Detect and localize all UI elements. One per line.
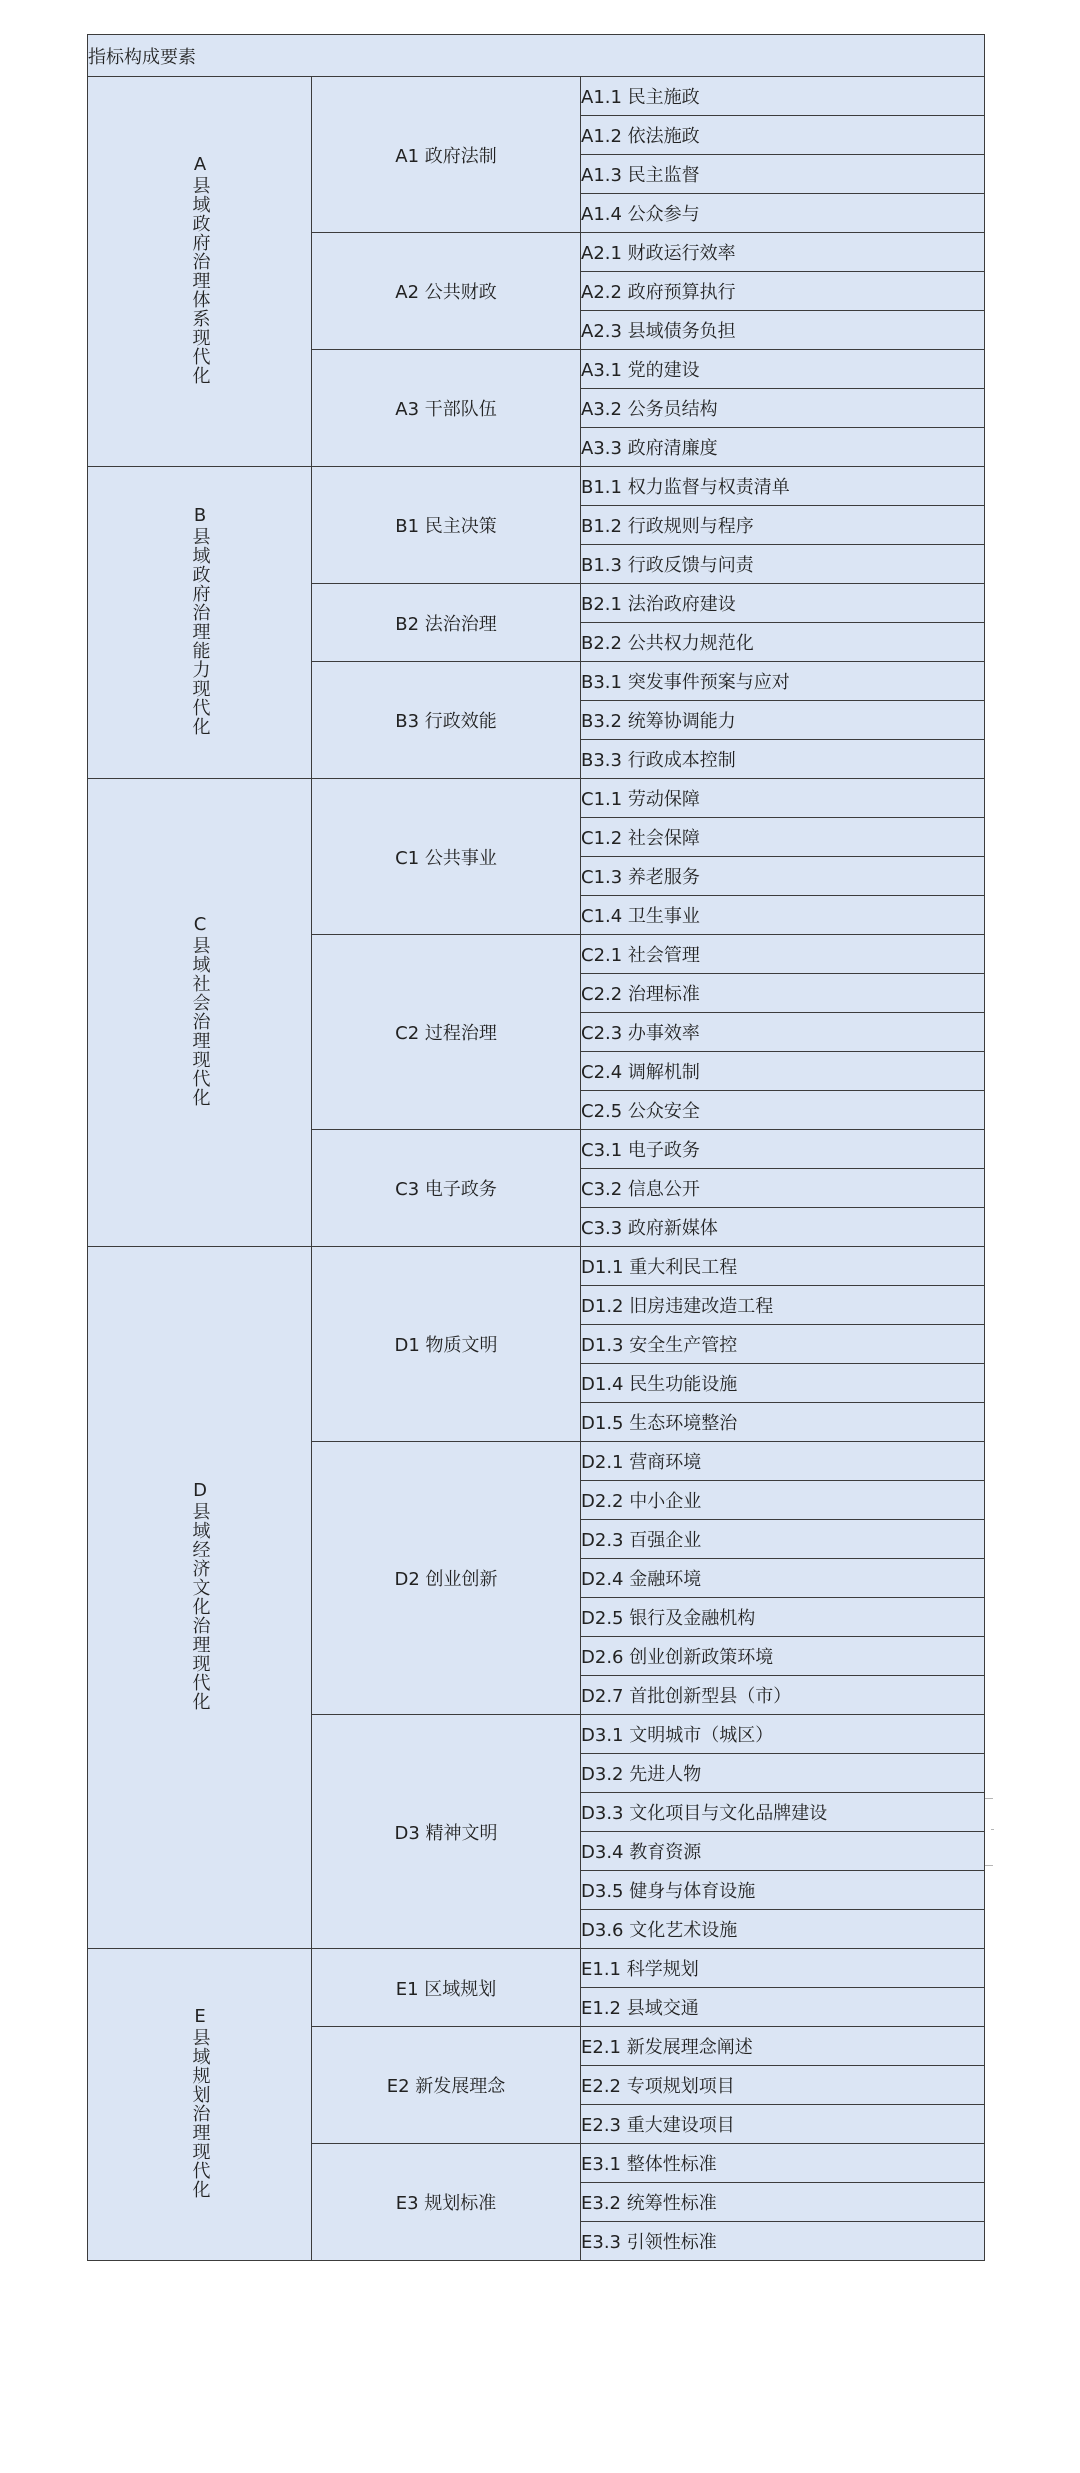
indicator-cell: E2.3 重大建设项目 [581, 2105, 985, 2144]
indicator-cell: A2.1 财政运行效率 [581, 233, 985, 272]
category-label: C县域社会治理现代化 [189, 913, 211, 1107]
table-row [88, 77, 985, 116]
indicator-cell: E2.2 专项规划项目 [581, 2066, 985, 2105]
subcategory-cell: C2 过程治理 [312, 935, 581, 1130]
indicator-cell: D3.6 文化艺术设施 [581, 1910, 985, 1949]
subcategory-cell: D3 精神文明 [312, 1715, 581, 1949]
indicator-cell: E1.2 县域交通 [581, 1988, 985, 2027]
indicator-cell: B1.2 行政规则与程序 [581, 506, 985, 545]
subcategory-cell: E2 新发展理念 [312, 2027, 581, 2144]
category-cell [88, 77, 312, 467]
indicator-cell: C3.2 信息公开 [581, 1169, 985, 1208]
indicator-cell: D2.7 首批创新型县（市） [581, 1676, 985, 1715]
indicator-cell: D1.2 旧房违建改造工程 [581, 1286, 985, 1325]
category-label: D县域经济文化治理现代化 [189, 1479, 211, 1711]
indicator-cell: C2.2 治理标准 [581, 974, 985, 1013]
indicator-cell: B1.3 行政反馈与问责 [581, 545, 985, 584]
indicator-cell: E3.3 引领性标准 [581, 2222, 985, 2261]
subcategory-cell: A1 政府法制 [312, 77, 581, 233]
indicator-cell: A3.3 政府清廉度 [581, 428, 985, 467]
category-cell [88, 1247, 312, 1949]
table-header: 指标构成要素 [88, 35, 985, 77]
table-row [88, 1949, 985, 1988]
indicator-cell: C1.3 养老服务 [581, 857, 985, 896]
category-label: E县域规划治理现代化 [189, 2005, 211, 2199]
category-cell [88, 467, 312, 779]
indicator-cell: D2.5 银行及金融机构 [581, 1598, 985, 1637]
indicator-table-body [88, 35, 985, 2261]
indicator-cell: B3.2 统筹协调能力 [581, 701, 985, 740]
indicator-cell: D1.3 安全生产管控 [581, 1325, 985, 1364]
indicator-cell: C1.4 卫生事业 [581, 896, 985, 935]
indicator-cell: C2.5 公众安全 [581, 1091, 985, 1130]
indicator-cell: D2.2 中小企业 [581, 1481, 985, 1520]
subcategory-cell: D2 创业创新 [312, 1442, 581, 1715]
subcategory-cell: B1 民主决策 [312, 467, 581, 584]
margin-bracket-mark [985, 1798, 993, 1866]
indicator-cell: E1.1 科学规划 [581, 1949, 985, 1988]
indicator-cell: D3.2 先进人物 [581, 1754, 985, 1793]
indicator-cell: D1.1 重大利民工程 [581, 1247, 985, 1286]
table-row [88, 1247, 985, 1286]
indicator-cell: B3.3 行政成本控制 [581, 740, 985, 779]
subcategory-cell: E3 规划标准 [312, 2144, 581, 2261]
indicator-cell: C3.3 政府新媒体 [581, 1208, 985, 1247]
indicator-cell: C2.4 调解机制 [581, 1052, 985, 1091]
subcategory-cell: C1 公共事业 [312, 779, 581, 935]
table-row [88, 467, 985, 506]
indicator-cell: D2.6 创业创新政策环境 [581, 1637, 985, 1676]
header-row [88, 35, 985, 77]
category-cell [88, 779, 312, 1247]
indicator-cell: B2.2 公共权力规范化 [581, 623, 985, 662]
indicator-cell: E3.2 统筹性标准 [581, 2183, 985, 2222]
indicator-cell: B2.1 法治政府建设 [581, 584, 985, 623]
indicator-cell: B1.1 权力监督与权责清单 [581, 467, 985, 506]
indicator-cell: D3.3 文化项目与文化品牌建设 [581, 1793, 985, 1832]
indicator-cell: C2.1 社会管理 [581, 935, 985, 974]
indicator-cell: C2.3 办事效率 [581, 1013, 985, 1052]
indicator-cell: D2.3 百强企业 [581, 1520, 985, 1559]
indicator-cell: D3.4 教育资源 [581, 1832, 985, 1871]
indicator-cell: A1.1 民主施政 [581, 77, 985, 116]
indicator-table [87, 34, 985, 2261]
indicator-cell: B3.1 突发事件预案与应对 [581, 662, 985, 701]
subcategory-cell: B3 行政效能 [312, 662, 581, 779]
indicator-cell: D3.5 健身与体育设施 [581, 1871, 985, 1910]
indicator-cell: A2.2 政府预算执行 [581, 272, 985, 311]
subcategory-cell: D1 物质文明 [312, 1247, 581, 1442]
indicator-cell: A1.4 公众参与 [581, 194, 985, 233]
indicator-cell: C1.2 社会保障 [581, 818, 985, 857]
indicator-cell: E2.1 新发展理念阐述 [581, 2027, 985, 2066]
indicator-cell: D2.4 金融环境 [581, 1559, 985, 1598]
subcategory-cell: A2 公共财政 [312, 233, 581, 350]
indicator-cell: A3.2 公务员结构 [581, 389, 985, 428]
indicator-cell: D2.1 营商环境 [581, 1442, 985, 1481]
subcategory-cell: A3 干部队伍 [312, 350, 581, 467]
subcategory-cell: C3 电子政务 [312, 1130, 581, 1247]
indicator-cell: D3.1 文明城市（城区） [581, 1715, 985, 1754]
indicator-cell: A1.2 依法施政 [581, 116, 985, 155]
indicator-cell: C3.1 电子政务 [581, 1130, 985, 1169]
indicator-cell: E3.1 整体性标准 [581, 2144, 985, 2183]
category-label: A县域政府治理体系现代化 [189, 153, 211, 385]
subcategory-cell: E1 区域规划 [312, 1949, 581, 2027]
category-cell [88, 1949, 312, 2261]
indicator-cell: A1.3 民主监督 [581, 155, 985, 194]
indicator-cell: D1.4 民生功能设施 [581, 1364, 985, 1403]
table-row [88, 779, 985, 818]
indicator-cell: D1.5 生态环境整治 [581, 1403, 985, 1442]
indicator-cell: A3.1 党的建设 [581, 350, 985, 389]
indicator-cell: A2.3 县域债务负担 [581, 311, 985, 350]
indicator-cell: C1.1 劳动保障 [581, 779, 985, 818]
category-label: B县域政府治理能力现代化 [189, 504, 211, 736]
subcategory-cell: B2 法治治理 [312, 584, 581, 662]
